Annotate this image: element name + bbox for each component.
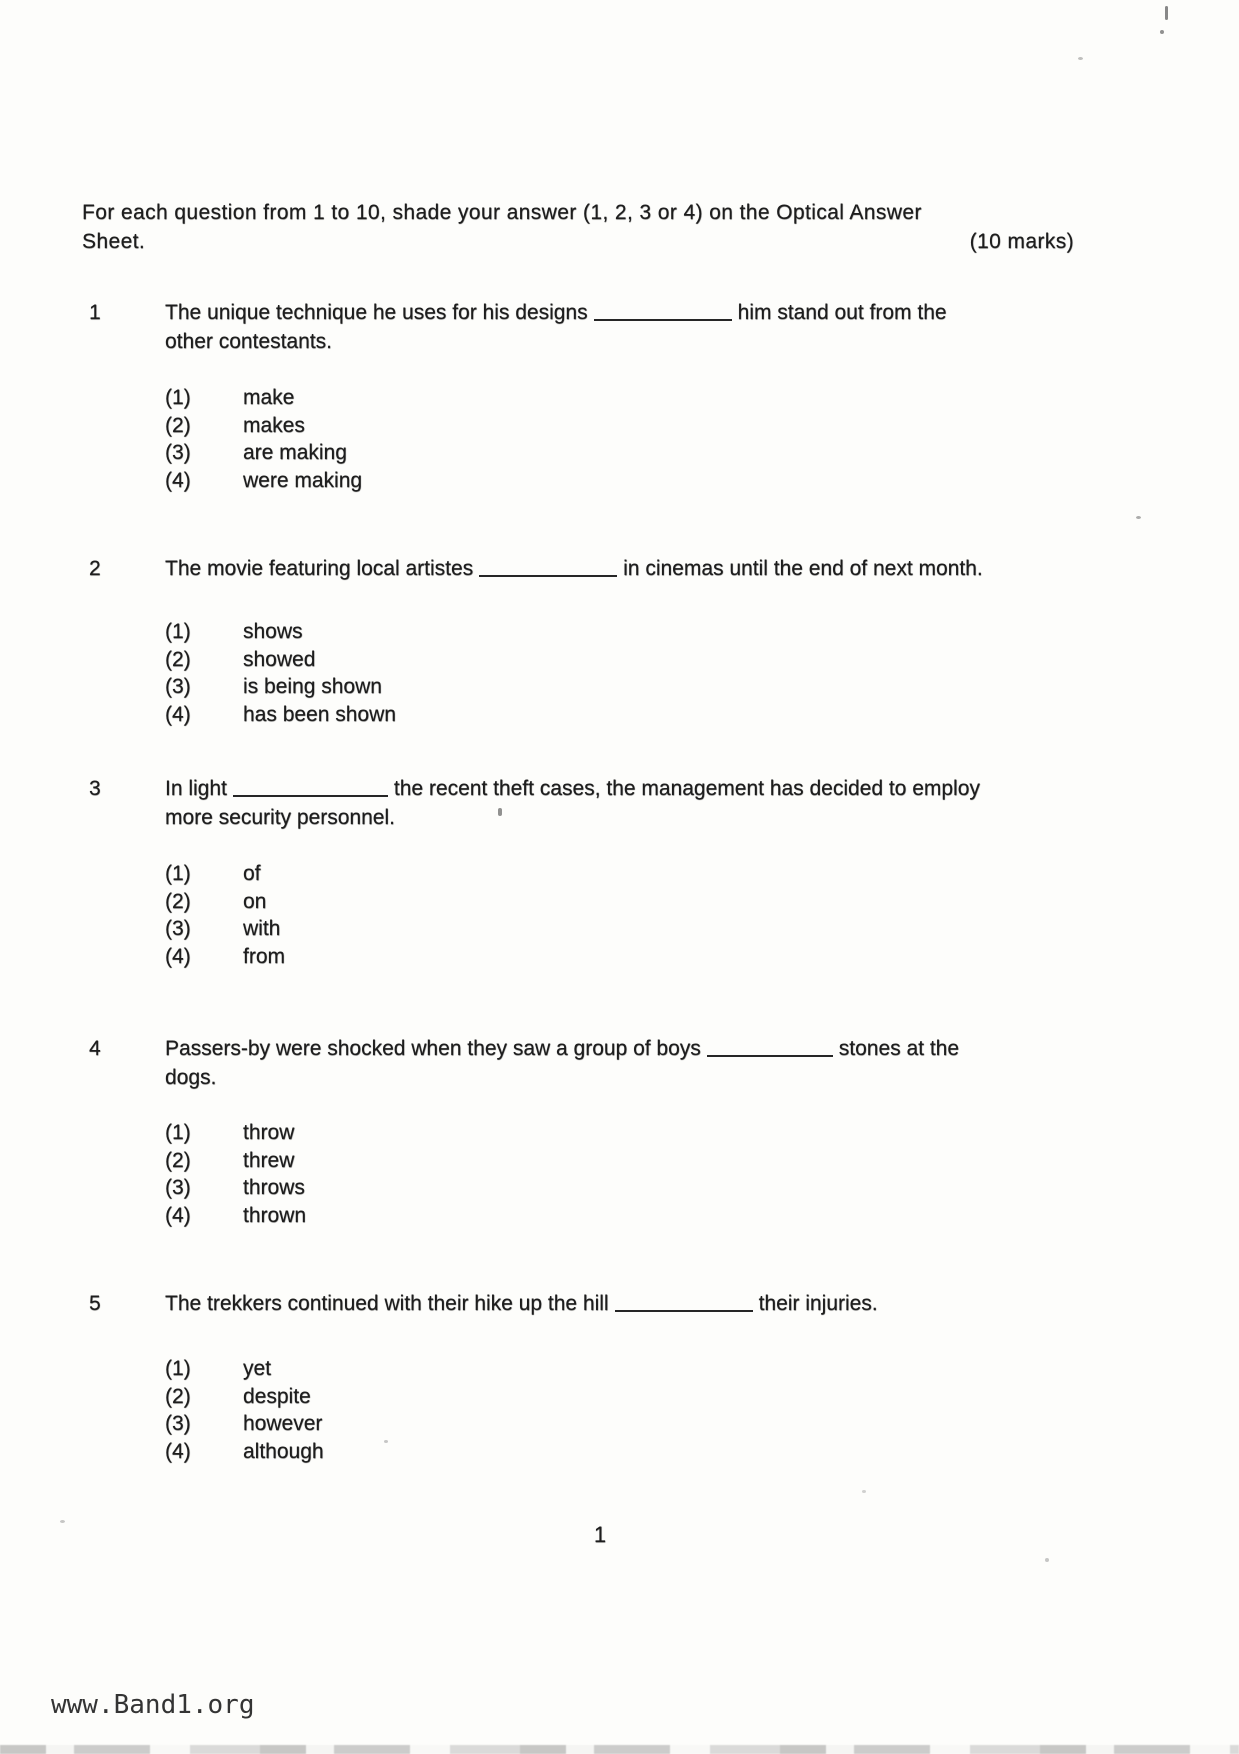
question-text-line1 xyxy=(165,298,1082,327)
question-text-segment: the recent theft cases, the management has decided to employ xyxy=(393,777,980,800)
option-label: (4) xyxy=(165,1439,191,1463)
question-text-line2: more security personnel. xyxy=(165,806,395,829)
question-text-segment: stones at the xyxy=(838,1037,960,1060)
option-label: (2) xyxy=(165,1384,191,1408)
option xyxy=(165,1383,1082,1411)
option xyxy=(165,646,1082,674)
scan-artifact xyxy=(1078,57,1083,60)
options-list xyxy=(165,1355,1082,1465)
option-text: from xyxy=(243,944,285,968)
option-text: throw xyxy=(243,1121,295,1144)
scan-artifact xyxy=(60,1520,65,1523)
option-text: on xyxy=(243,889,267,913)
option-text: threw xyxy=(243,1148,295,1172)
option xyxy=(165,467,1082,495)
section-instructions xyxy=(82,0,1082,256)
option-label: (1) xyxy=(165,1121,191,1144)
answer-blank xyxy=(707,1040,833,1057)
answer-blank xyxy=(594,304,732,321)
option-label: (1) xyxy=(165,862,191,885)
website-watermark: www.Band1.org xyxy=(51,1690,255,1720)
instructions-line2: Sheet. xyxy=(82,230,146,253)
options-list xyxy=(165,618,1082,728)
option-text: of xyxy=(243,862,261,885)
scan-edge-bottom xyxy=(0,1745,1239,1754)
question-text-line1 xyxy=(165,1289,1082,1318)
page-content xyxy=(82,0,1082,1465)
page-number: 1 xyxy=(593,1522,607,1547)
scan-artifact xyxy=(862,1490,866,1493)
question-text-line2: dogs. xyxy=(165,1066,217,1089)
question-text-segment: In light xyxy=(165,777,227,800)
option-text: has been shown xyxy=(243,702,396,726)
question-3 xyxy=(82,774,1082,970)
option xyxy=(165,412,1082,440)
option-label: (3) xyxy=(165,1176,191,1199)
question-text-segment: Passers-by were shocked when they saw a group of boys xyxy=(165,1037,701,1060)
instructions-line1: For each question from 1 to 10, shade your answer (1, 2, 3 or 4) on the Optical Answer xyxy=(82,201,922,224)
option-label: (2) xyxy=(165,413,191,437)
option xyxy=(165,1147,1082,1175)
option-text: is being shown xyxy=(243,675,382,698)
question-text-segment: The trekkers continued with their hike up the hill xyxy=(165,1292,609,1315)
option-label: (4) xyxy=(165,468,191,492)
option xyxy=(165,1438,1082,1466)
option-text: however xyxy=(243,1412,323,1435)
option-label: (2) xyxy=(165,647,191,671)
option-label: (1) xyxy=(165,386,191,409)
scan-artifact xyxy=(1165,6,1168,20)
marks-label: (10 marks) xyxy=(969,230,1074,253)
option xyxy=(165,943,1082,971)
option xyxy=(165,673,1082,701)
option xyxy=(165,1410,1082,1438)
option-text: showed xyxy=(243,647,316,671)
scan-artifact xyxy=(384,1440,388,1443)
question-text-segment: him stand out from the xyxy=(737,301,947,324)
options-list xyxy=(165,860,1082,970)
options-list xyxy=(165,384,1082,494)
option-label: (3) xyxy=(165,675,191,698)
option-text: despite xyxy=(243,1384,311,1408)
option-label: (1) xyxy=(165,620,191,643)
question-text-segment: The movie featuring local artistes xyxy=(165,557,474,580)
option-label: (4) xyxy=(165,1203,191,1227)
question-number: 4 xyxy=(89,1037,101,1060)
scan-artifact xyxy=(1045,1558,1049,1562)
option-text: yet xyxy=(243,1357,272,1380)
answer-blank xyxy=(233,780,388,797)
option xyxy=(165,439,1082,467)
option xyxy=(165,1174,1082,1202)
option-text: are making xyxy=(243,441,347,464)
question-text-segment: in cinemas until the end of next month. xyxy=(623,557,983,580)
question-number: 5 xyxy=(89,1292,101,1315)
question-number: 2 xyxy=(89,557,101,580)
question-text-segment: The unique technique he uses for his designs xyxy=(165,301,588,324)
question-4 xyxy=(82,1034,1082,1229)
question-2 xyxy=(82,554,1082,728)
option xyxy=(165,1119,1082,1147)
option-text: with xyxy=(243,917,281,940)
option-label: (3) xyxy=(165,917,191,940)
option-text: although xyxy=(243,1439,324,1463)
option xyxy=(165,618,1082,646)
question-text-line1 xyxy=(165,774,1082,803)
option xyxy=(165,701,1082,729)
option xyxy=(165,860,1082,888)
option-label: (3) xyxy=(165,1412,191,1435)
question-text-line2: other contestants. xyxy=(165,330,332,353)
option xyxy=(165,915,1082,943)
option-label: (1) xyxy=(165,1357,191,1380)
question-text-line1 xyxy=(165,1034,1082,1063)
answer-blank xyxy=(479,560,617,577)
scan-artifact xyxy=(1160,30,1164,34)
question-number: 1 xyxy=(89,301,101,324)
scan-artifact xyxy=(1136,516,1141,519)
option-text: shows xyxy=(243,620,303,643)
option-label: (4) xyxy=(165,944,191,968)
question-text-segment: their injuries. xyxy=(758,1292,878,1315)
option xyxy=(165,1202,1082,1230)
option-label: (4) xyxy=(165,702,191,726)
question-1 xyxy=(82,298,1082,494)
option xyxy=(165,888,1082,916)
option-label: (3) xyxy=(165,441,191,464)
question-number: 3 xyxy=(89,777,101,800)
answer-blank xyxy=(615,1295,753,1312)
option-label: (2) xyxy=(165,1148,191,1172)
options-list xyxy=(165,1119,1082,1229)
question-5 xyxy=(82,1289,1082,1465)
option xyxy=(165,1355,1082,1383)
option-text: thrown xyxy=(243,1203,307,1227)
scan-artifact xyxy=(498,808,502,816)
option-text: make xyxy=(243,386,295,409)
option-text: were making xyxy=(243,468,363,492)
question-text-line1 xyxy=(165,554,1082,583)
option-label: (2) xyxy=(165,889,191,913)
option xyxy=(165,384,1082,412)
option-text: makes xyxy=(243,413,305,437)
option-text: throws xyxy=(243,1176,305,1199)
